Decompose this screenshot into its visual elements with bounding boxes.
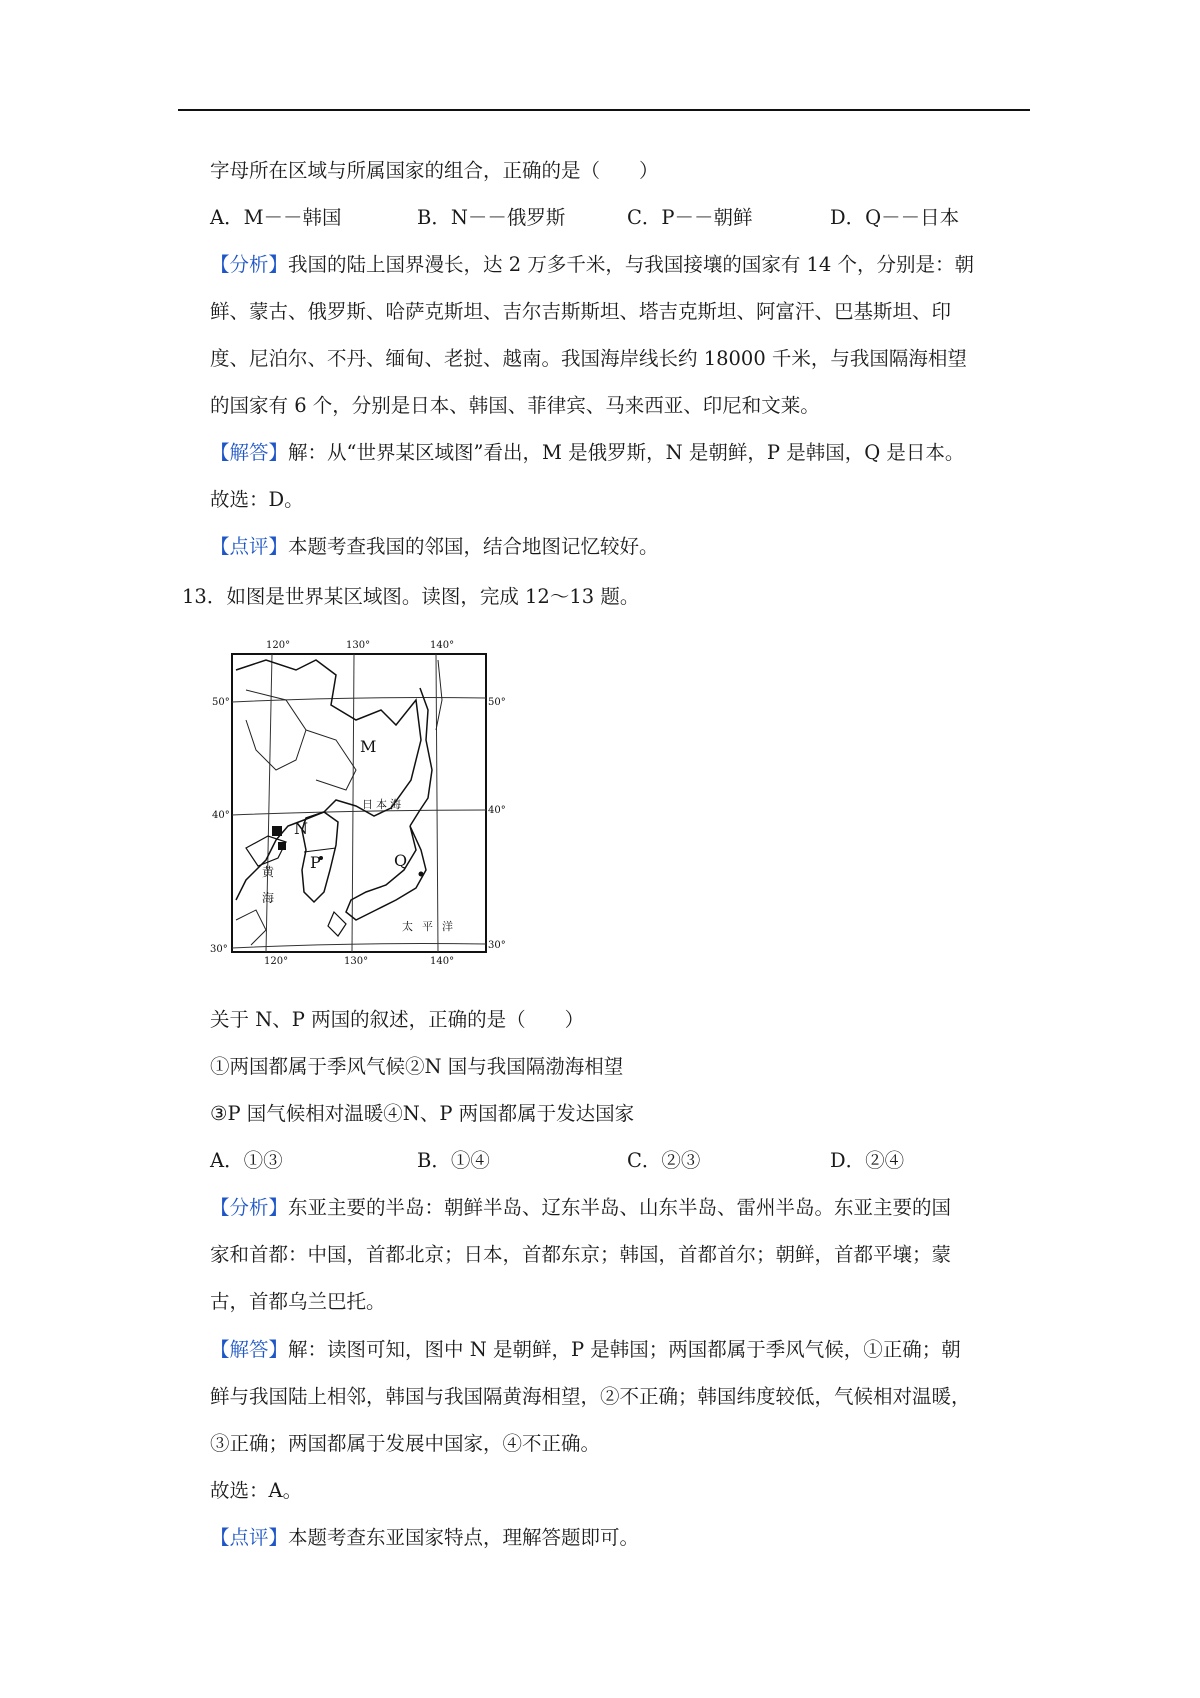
- map-letter-m: M: [360, 737, 377, 756]
- lon-label-120-bottom: 120°: [264, 956, 289, 967]
- q13-option-c: C．②③: [627, 1149, 701, 1172]
- region-map-svg: [206, 630, 511, 970]
- q13-option-d: D．②④: [830, 1149, 905, 1172]
- lon-label-120: 120°: [266, 640, 291, 651]
- sea-label-char: 本: [376, 798, 387, 811]
- q13-analysis-line-2: 家和首都：中国，首都北京；日本，首都东京；韩国，首都首尔；朝鲜，首都平壤；蒙: [210, 1243, 952, 1266]
- q13-statements-2: ③P 国气候相对温暖④N、P 两国都属于发达国家: [210, 1102, 635, 1125]
- q12-answer: 【解答】解：从“世界某区域图”看出，M 是俄罗斯，N 是朝鲜，P 是韩国，Q 是日本。: [210, 441, 965, 464]
- q13-answer-line-2: 鲜与我国陆上相邻，韩国与我国隔黄海相望，②不正确；韩国纬度较低，气候相对温暖，: [210, 1385, 971, 1408]
- lat-label-30-right: 30°: [488, 940, 506, 951]
- q13-comment: 【点评】本题考查东亚国家特点，理解答题即可。: [210, 1526, 640, 1549]
- sea-label-char: 日: [362, 798, 373, 811]
- lon-label-140: 140°: [430, 640, 455, 651]
- lat-label-30-left: 30°: [210, 944, 228, 955]
- q12-choice: 故选：D。: [210, 488, 304, 511]
- q12-comment: 【点评】本题考查我国的邻国，结合地图记忆较好。: [210, 535, 659, 558]
- lat-label-50-left: 50°: [212, 697, 230, 708]
- q13-choice: 故选：A。: [210, 1479, 303, 1502]
- sea-label-char: 洋: [442, 920, 453, 933]
- region-map: [206, 630, 511, 970]
- sea-label-char: 平: [422, 920, 433, 933]
- comment-tag: 【点评】: [210, 535, 289, 558]
- q12-analysis-line-2: 鲜、蒙古、俄罗斯、哈萨克斯坦、吉尔吉斯斯坦、塔吉克斯坦、阿富汗、巴基斯坦、印: [210, 300, 952, 323]
- lat-label-40-left: 40°: [212, 810, 230, 821]
- map-letter-p: P: [310, 853, 321, 872]
- lon-label-130: 130°: [346, 640, 371, 651]
- answer-tag: 【解答】: [210, 441, 289, 464]
- q13-answer-line-1: 【解答】解：读图可知，图中 N 是朝鲜，P 是韩国；两国都属于季风气候，①正确；朝: [210, 1338, 961, 1361]
- q13-analysis-line-1: 【分析】东亚主要的半岛：朝鲜半岛、辽东半岛、山东半岛、雷州半岛。东亚主要的国: [210, 1196, 952, 1219]
- q13-question: 关于 N、P 两国的叙述，正确的是（ ）: [210, 1008, 585, 1031]
- lon-label-140-bottom: 140°: [430, 956, 455, 967]
- header-rule: [178, 109, 1030, 111]
- analysis-tag: 【分析】: [210, 253, 289, 276]
- sea-label-char: 太: [402, 920, 413, 933]
- map-letter-n: N: [294, 819, 308, 838]
- answer-tag: 【解答】: [210, 1338, 289, 1361]
- q12-option-c: C．P－－朝鲜: [627, 206, 753, 229]
- q12-option-a: A．M－－韩国: [210, 206, 342, 229]
- analysis-tag: 【分析】: [210, 1196, 289, 1219]
- q12-option-b: B．N－－俄罗斯: [417, 206, 566, 229]
- comment-tag: 【点评】: [210, 1526, 289, 1549]
- q12-analysis-line-1: 【分析】我国的陆上国界漫长，达 2 万多千米，与我国接壤的国家有 14 个，分别是：朝: [210, 253, 975, 276]
- lat-label-40-right: 40°: [488, 805, 506, 816]
- q13-answer-line-3: ③正确；两国都属于发展中国家，④不正确。: [210, 1432, 601, 1455]
- lat-label-50-right: 50°: [488, 697, 506, 708]
- q13-stem: 13．如图是世界某区域图。读图，完成 12～13 题。: [182, 585, 640, 608]
- q13-statements-1: ①两国都属于季风气候②N 国与我国隔渤海相望: [210, 1055, 624, 1078]
- q12-analysis-line-3: 度、尼泊尔、不丹、缅甸、老挝、越南。我国海岸线长约 18000 千米，与我国隔海相望: [210, 347, 967, 370]
- sea-label-char: 海: [390, 798, 401, 811]
- q13-analysis-line-3: 古，首都乌兰巴托。: [210, 1290, 386, 1313]
- lon-label-130-bottom: 130°: [344, 956, 369, 967]
- q12-stem: 字母所在区域与所属国家的组合，正确的是（ ）: [210, 159, 659, 182]
- sea-label-char: 海: [262, 891, 275, 905]
- map-letter-q: Q: [394, 851, 408, 870]
- q12-option-d: D．Q－－日本: [830, 206, 960, 229]
- q13-option-b: B．①④: [417, 1149, 490, 1172]
- q12-analysis-line-4: 的国家有 6 个，分别是日本、韩国、菲律宾、马来西亚、印尼和文莱。: [210, 394, 820, 417]
- sea-label-char: 黄: [262, 865, 275, 879]
- q13-option-a: A．①③: [210, 1149, 283, 1172]
